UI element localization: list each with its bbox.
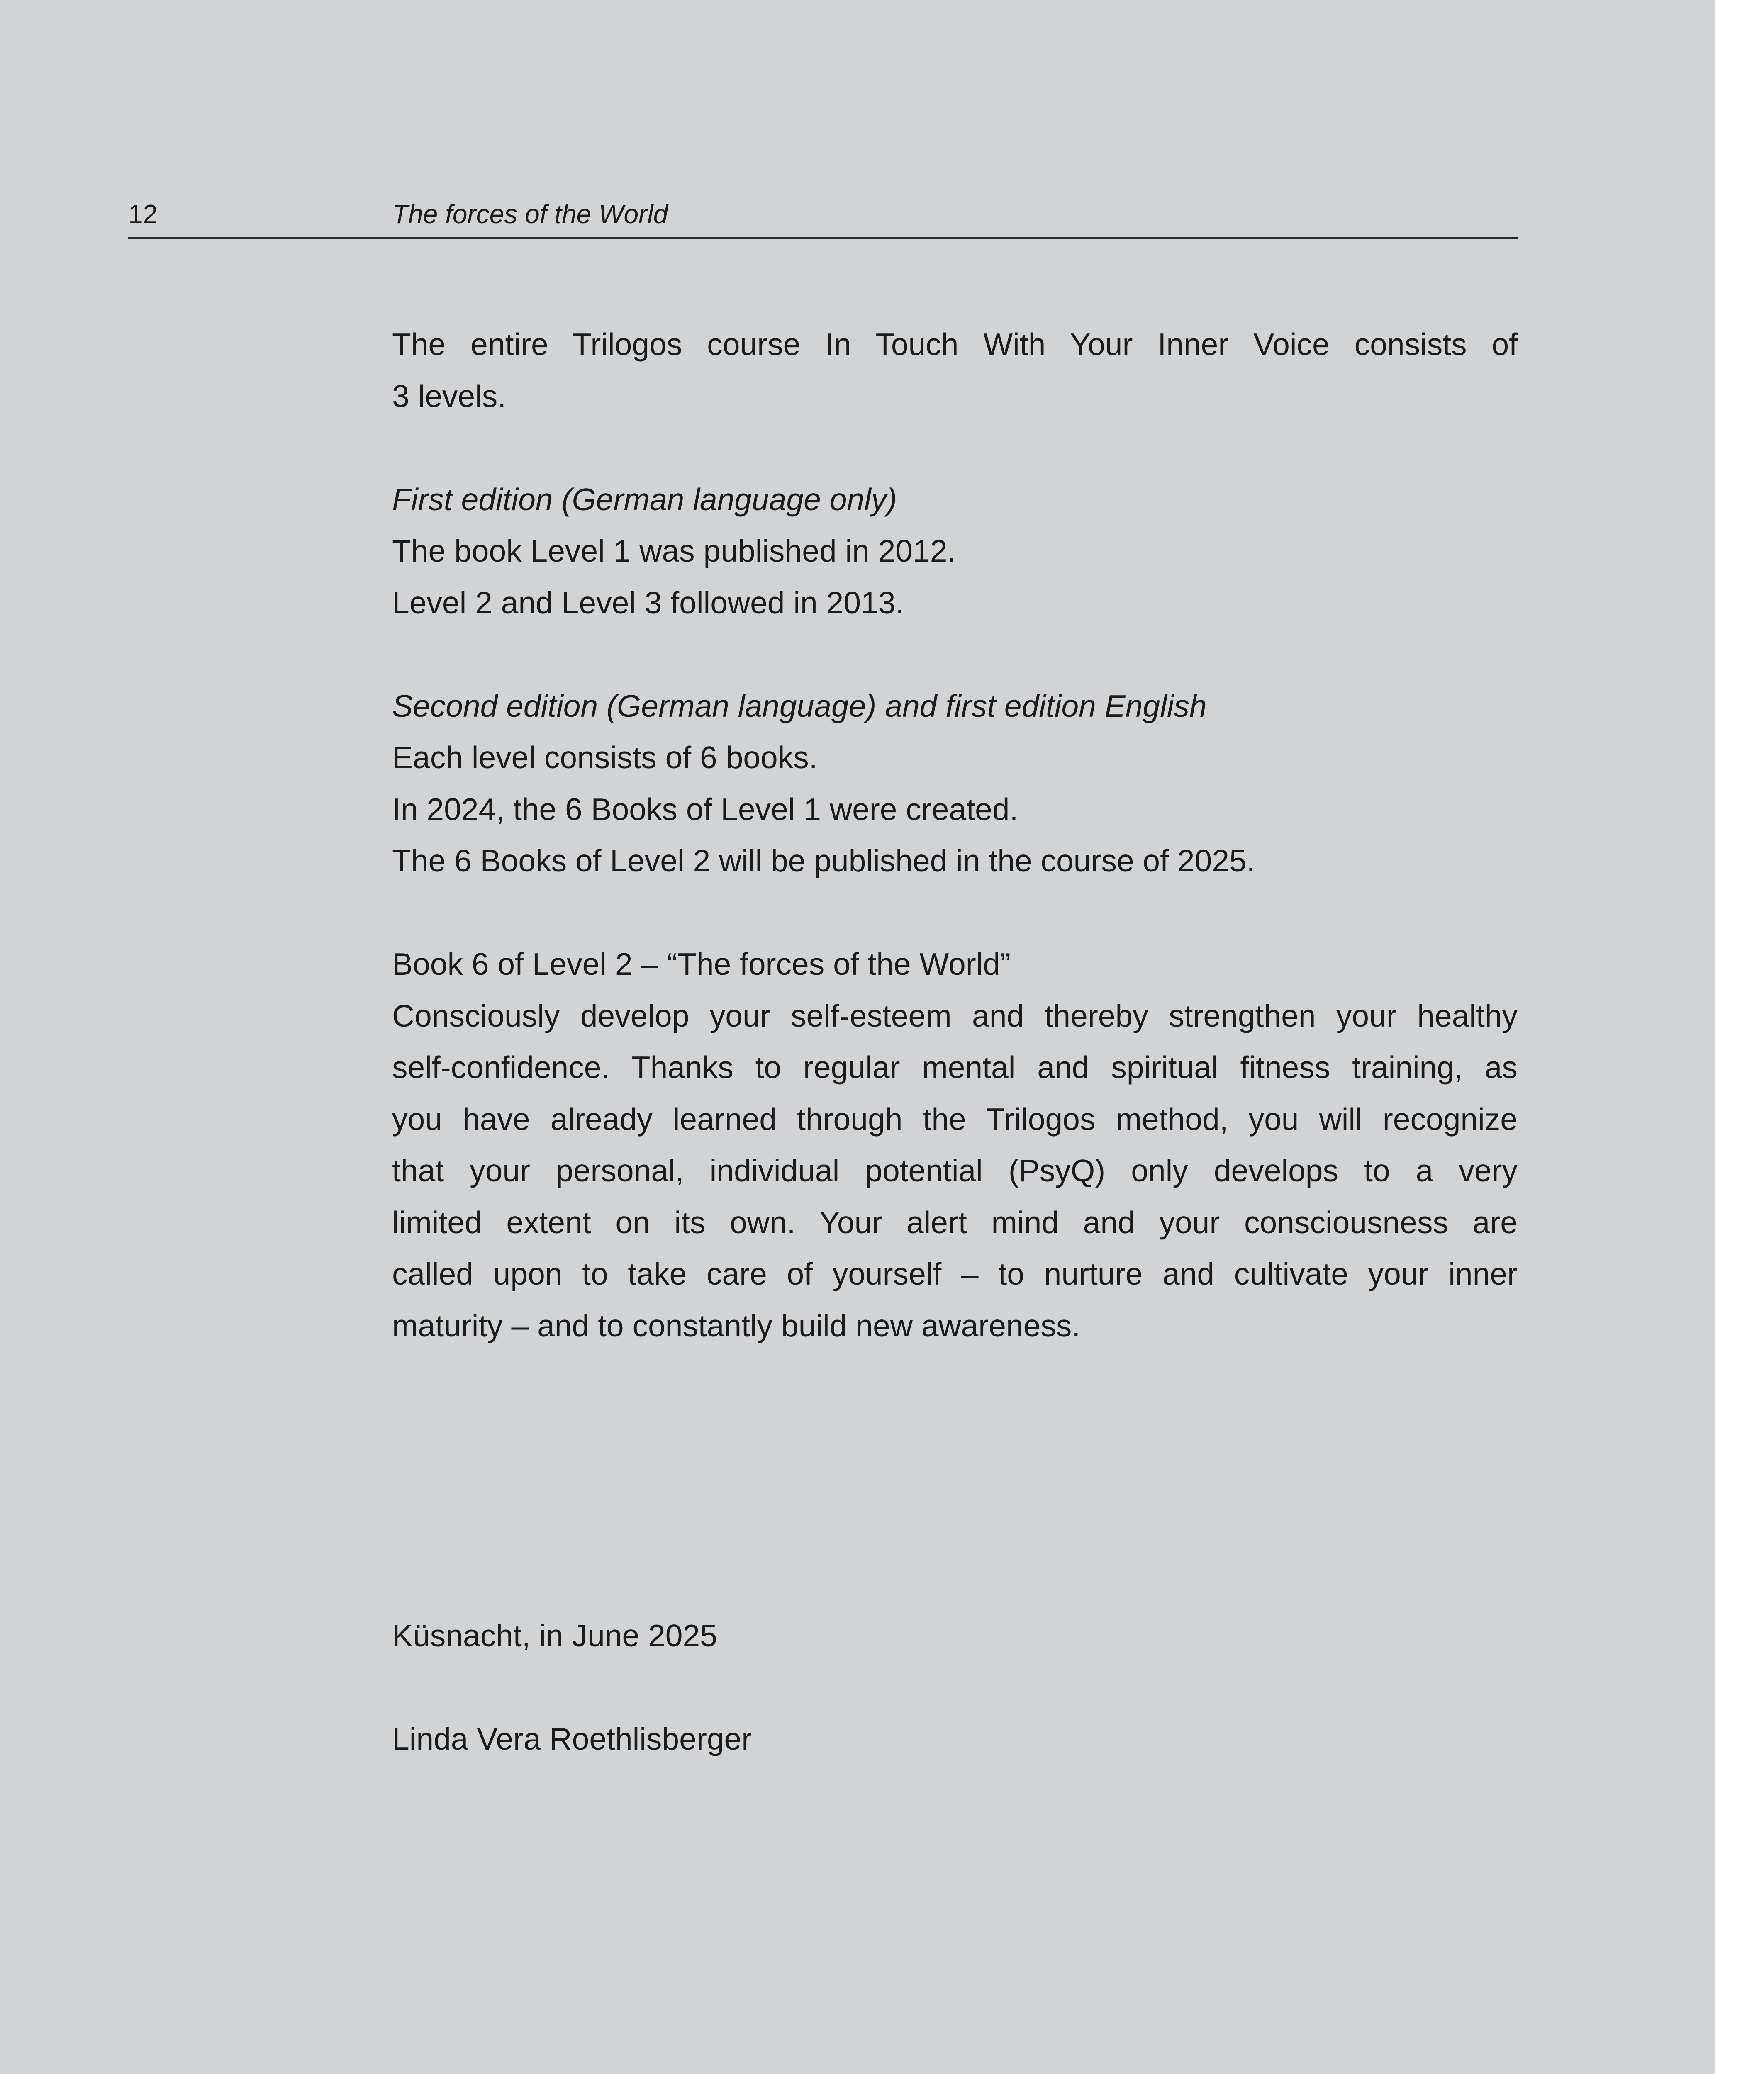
place-date: Küsnacht, in June 2025 xyxy=(392,1618,717,1653)
body-text xyxy=(392,319,1518,1765)
text-line: limited extent on its own. Your alert mind and your consciousness are xyxy=(392,1205,1518,1240)
blank-line xyxy=(392,1558,1518,1610)
blank-line xyxy=(392,1455,1518,1507)
blank-line xyxy=(392,1507,1518,1558)
text-line: self-confidence. Thanks to regular mental and spiritual fitness training, as xyxy=(392,1050,1518,1085)
page-number: 12 xyxy=(128,199,158,229)
section-heading: First edition (German language only) xyxy=(392,482,897,517)
text-line: Each level consists of 6 books. xyxy=(392,740,818,775)
blank-line xyxy=(392,887,1518,939)
running-title: The forces of the World xyxy=(392,199,668,229)
text-line: The book Level 1 was published in 2012. xyxy=(392,533,956,568)
text-line: Consciously develop your self-esteem and thereby strengthen your healthy xyxy=(392,998,1518,1033)
text-line: The 6 Books of Level 2 will be published in the course of 2025. xyxy=(392,843,1255,878)
text-line: In 2024, the 6 Books of Level 1 were created. xyxy=(392,791,1018,827)
blank-line xyxy=(392,1661,1518,1713)
text-line: 3 levels. xyxy=(392,378,507,414)
section-heading: Book 6 of Level 2 – “The forces of the World” xyxy=(392,947,1011,981)
header-rule xyxy=(128,237,1518,239)
text-line: The entire Trilogos course In Touch With Your Inner Voice consists of xyxy=(392,327,1518,362)
section-heading: Second edition (German language) and first edition English xyxy=(392,688,1207,723)
text-line: that your personal, individual potential (PsyQ) only develops to a very xyxy=(392,1153,1518,1188)
blank-line xyxy=(392,1351,1518,1403)
text-line: maturity – and to constantly build new awareness. xyxy=(392,1308,1081,1343)
blank-line xyxy=(392,628,1518,680)
text-line: Level 2 and Level 3 followed in 2013. xyxy=(392,585,904,620)
text-line: called upon to take care of yourself – to nurture and cultivate your inner xyxy=(392,1256,1518,1291)
blank-line xyxy=(392,422,1518,474)
author-name: Linda Vera Roethlisberger xyxy=(392,1721,752,1756)
blank-line xyxy=(392,1403,1518,1455)
page-header xyxy=(0,198,1715,230)
text-line: you have already learned through the Trilogos method, you will recognize xyxy=(392,1101,1518,1137)
